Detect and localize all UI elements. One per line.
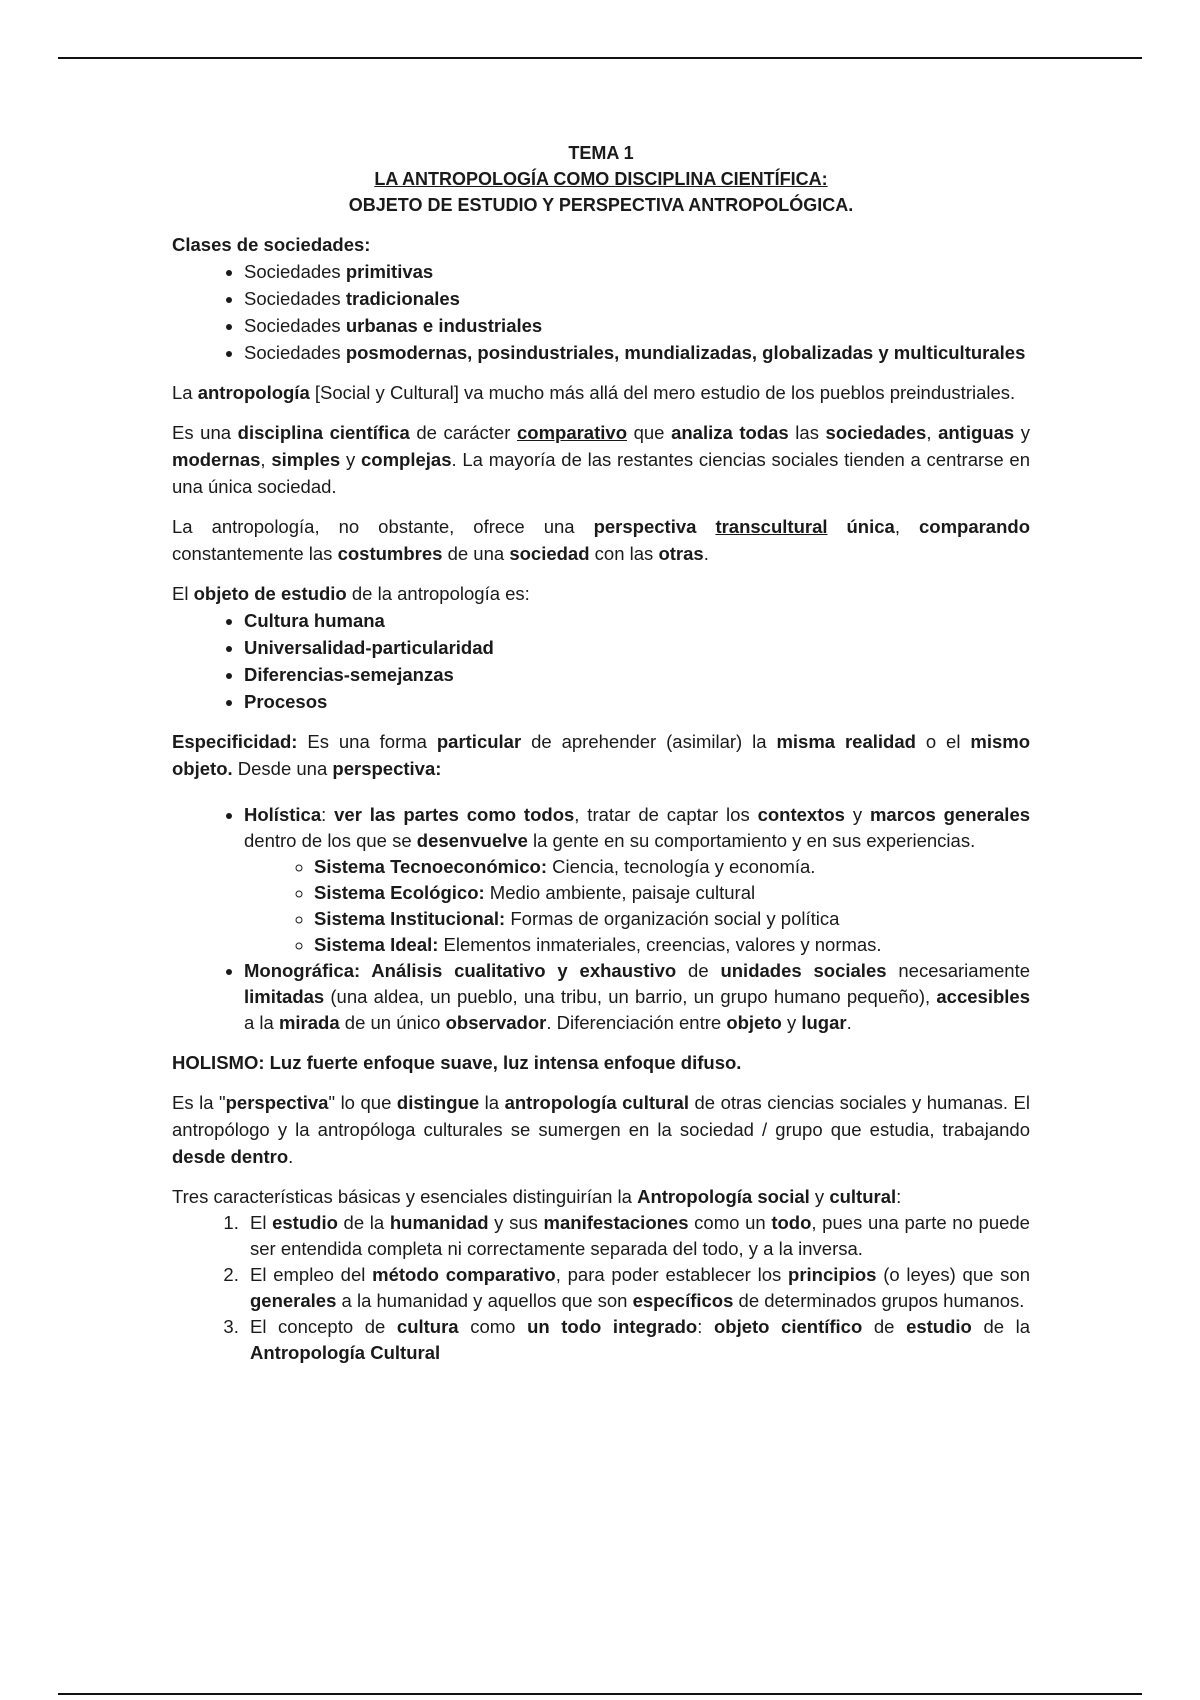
- list-item-holistica: • Holística: ver las partes como todos, tratar de captar los contextos y marcos generales dentro de los que se desenvuelve la gente en su comportamiento y en sus experiencias. ◦ Sistema Tecnoeconómico: Ciencia, tecnología y economía. ◦ Sistema Ecológico: Medio ambiente, paisaje cultural ◦ Sistema Institucional: Formas de organización social y política ◦ Sistema Ideal: Elementos inmateriales, creencias, valores y normas.: [244, 802, 1030, 958]
- list-item: 2. El empleo del método comparativo, para poder establecer los principios (o leyes) que son generales a la humanidad y aquellos que son específicos de determinados grupos humanos.: [244, 1262, 1030, 1314]
- list-item: • Sociedades tradicionales: [244, 285, 1030, 312]
- list-item: 3. El concepto de cultura como un todo integrado: objeto científico de estudio de la Antropología Cultural: [244, 1314, 1030, 1366]
- objeto-list: [172, 607, 1030, 715]
- holismo-line: HOLISMO: Luz fuerte enfoque suave, luz intensa enfoque difuso.: [172, 1052, 742, 1073]
- sistemas-list: [244, 854, 1030, 958]
- caracteristicas-list: [172, 1210, 1030, 1366]
- clases-list: [172, 258, 1030, 366]
- paragraph-antropologia: La antropología [Social y Cultural] va mucho más allá del mero estudio de los pueblos preindustriales.: [172, 382, 1016, 403]
- list-item: ◦ Sistema Institucional: Formas de organización social y política: [314, 906, 1030, 932]
- list-item: • Cultura humana: [244, 607, 1030, 634]
- top-rule: [58, 57, 1142, 59]
- list-item: • Sociedades primitivas: [244, 258, 1030, 285]
- paragraph-perspectiva-cultural: Es la "perspectiva" lo que distingue la antropología cultural de otras ciencias sociales y humanas. El antropólogo y la antropóloga culturales se sumergen en la sociedad / grupo que estudia, trabajando desde dentro.: [172, 1092, 1030, 1167]
- tres-intro: Tres características básicas y esenciales distinguirían la Antropología social y cultural:: [172, 1186, 902, 1207]
- list-item: • Universalidad-particularidad: [244, 634, 1030, 661]
- clases-heading: Clases de sociedades:: [172, 234, 371, 255]
- list-item: • Sociedades urbanas e industriales: [244, 312, 1030, 339]
- list-item: ◦ Sistema Ecológico: Medio ambiente, paisaje cultural: [314, 880, 1030, 906]
- list-item-monografica: • Monográfica: Análisis cualitativo y exhaustivo de unidades sociales necesariamente limitadas (una aldea, un pueblo, una tribu, un barrio, un grupo humano pequeño), accesibles a la mirada de un único observador. Diferenciación entre objeto y lugar.: [244, 958, 1030, 1036]
- list-item: • Procesos: [244, 688, 1030, 715]
- title-tema: TEMA 1: [568, 143, 634, 163]
- list-item: ◦ Sistema Ideal: Elementos inmateriales, creencias, valores y normas.: [314, 932, 1030, 958]
- paragraph-especificidad: Especificidad: Es una forma particular de aprehender (asimilar) la misma realidad o el mismo objeto. Desde una perspectiva:: [172, 731, 1031, 779]
- title-line-2: OBJETO DE ESTUDIO Y PERSPECTIVA ANTROPOLÓGICA.: [348, 195, 854, 215]
- objeto-intro: El objeto de estudio de la antropología es:: [172, 583, 530, 604]
- paragraph-perspectiva: La antropología, no obstante, ofrece una perspectiva transcultural única, comparando constantemente las costumbres de una sociedad con las otras.: [172, 516, 1031, 564]
- list-item: • Sociedades posmodernas, posindustriales, mundializadas, globalizadas y multiculturales: [244, 339, 1030, 366]
- bottom-rule: [58, 1693, 1142, 1695]
- document-title: [172, 140, 1030, 218]
- list-item: 1. El estudio de la humanidad y sus manifestaciones como un todo, pues una parte no puede ser entendida completa ni correctamente separada del todo, y a la inversa.: [244, 1210, 1030, 1262]
- document-page: [172, 140, 1030, 1379]
- list-item: ◦ Sistema Tecnoeconómico: Ciencia, tecnología y economía.: [314, 854, 1030, 880]
- list-item: • Diferencias-semejanzas: [244, 661, 1030, 688]
- title-line-1: LA ANTROPOLOGÍA COMO DISCIPLINA CIENTÍFICA:: [374, 169, 828, 189]
- paragraph-disciplina: Es una disciplina científica de carácter comparativo que analiza todas las sociedades, antiguas y modernas, simples y complejas. La mayoría de las restantes ciencias sociales tienden a centrarse en una única sociedad.: [172, 422, 1031, 497]
- perspectivas-list: [172, 802, 1030, 1036]
